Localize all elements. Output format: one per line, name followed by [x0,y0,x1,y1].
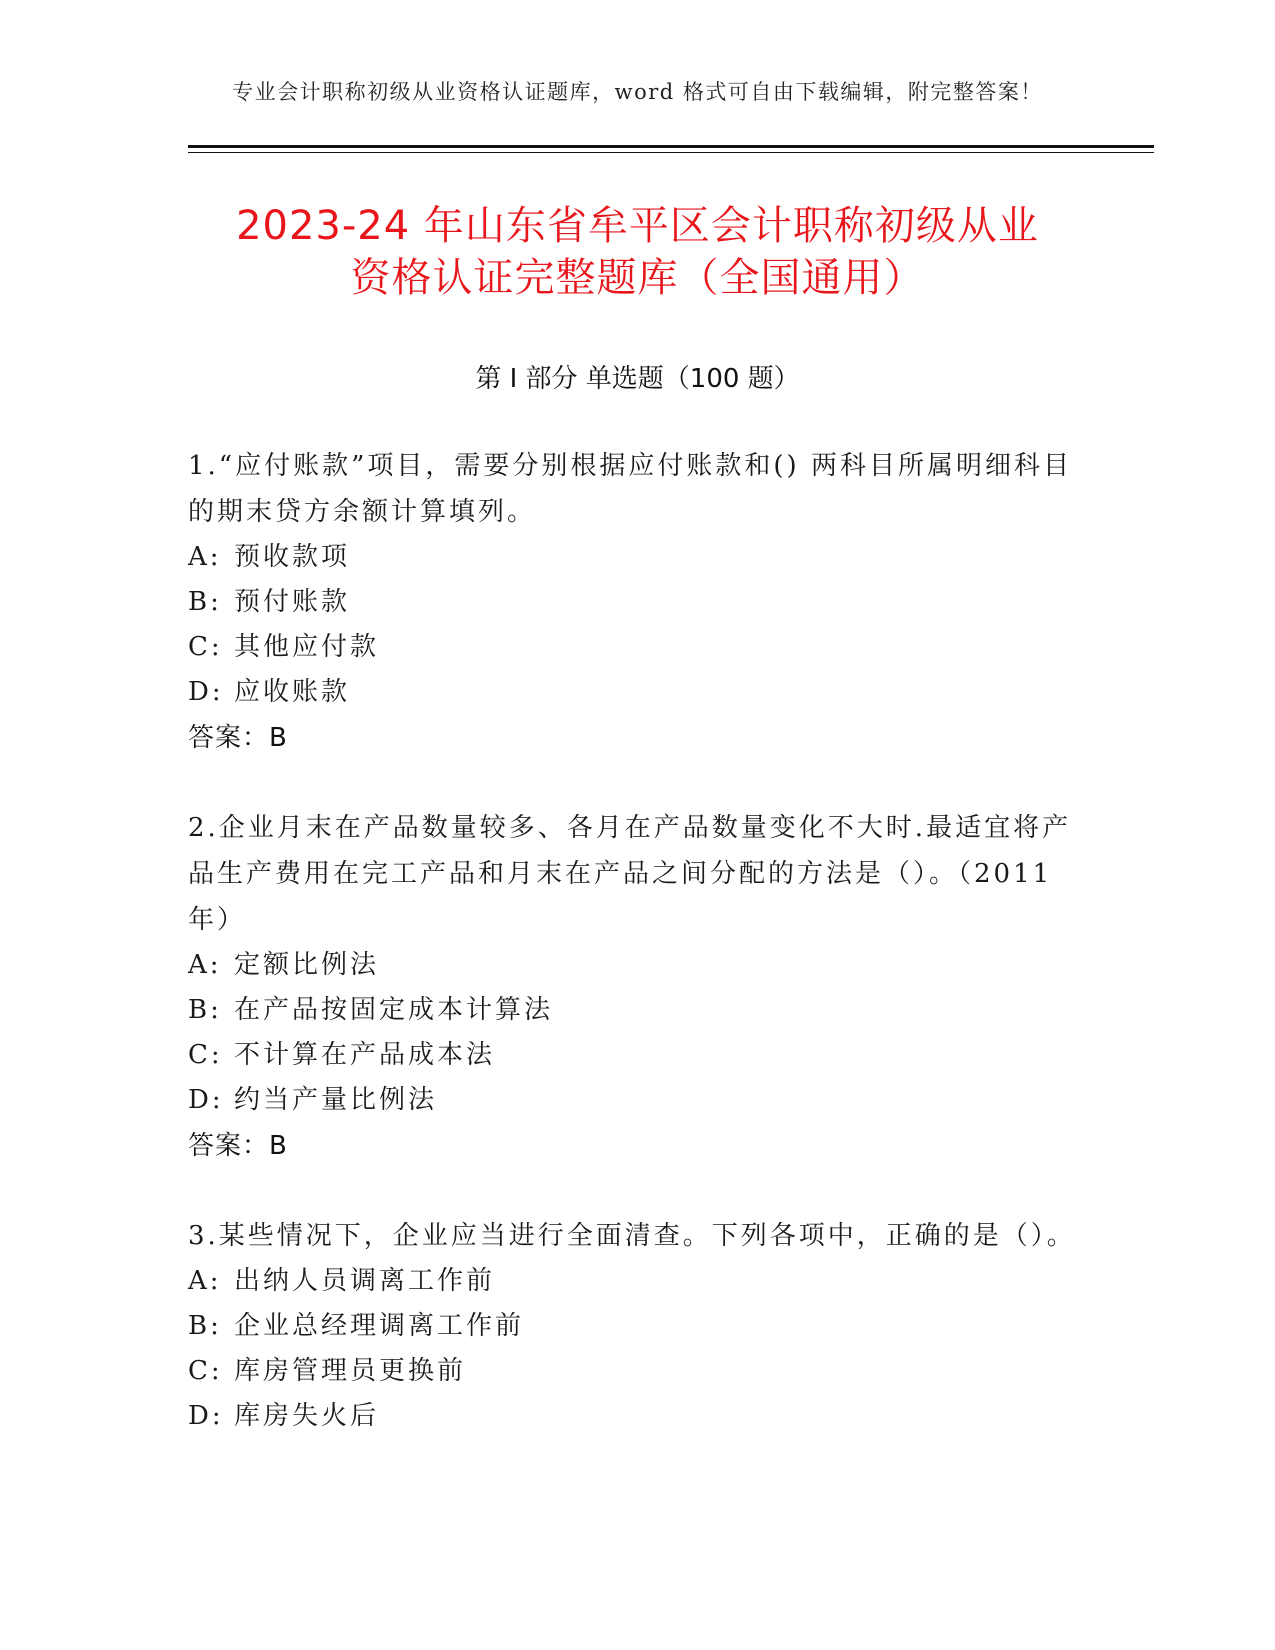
option-a [188,535,1078,580]
answer-value: B [269,723,288,753]
option-d [188,1394,1078,1439]
option-c [188,1033,1078,1078]
option-text: 预收款项 [234,542,351,572]
document-title [140,200,1135,304]
question-stem: 2.企业月末在产品数量较多、各月在产品数量变化不大时.最适宜将产品生产费用在完工产品和月末在产品之间分配的方法是（）。（2011年） [188,813,1072,935]
option-c [188,1349,1078,1394]
option-letter: C: [188,1356,223,1386]
option-text: 库房管理员更换前 [234,1356,467,1386]
option-a [188,943,1078,988]
answer-line [188,715,1078,761]
option-letter: D: [188,1085,224,1115]
option-b [188,1304,1078,1349]
option-letter: D: [188,677,224,707]
question-stem: 1.“应付账款”项目，需要分别根据应付账款和() 两科目所属明细科目的期末贷方余额计算填列。 [188,451,1072,527]
option-letter: D: [188,1401,224,1431]
option-letter: C: [188,632,223,662]
option-text: 在产品按固定成本计算法 [234,995,554,1025]
option-text: 出纳人员调离工作前 [234,1266,496,1296]
option-letter: B: [188,995,222,1025]
answer-value: B [269,1131,288,1161]
option-a [188,1259,1078,1304]
option-d [188,670,1078,715]
option-b [188,988,1078,1033]
question-3 [188,1213,1078,1439]
option-text: 库房失火后 [234,1401,380,1431]
question-1 [188,443,1078,761]
option-letter: A: [188,950,222,980]
option-text: 不计算在产品成本法 [234,1040,496,1070]
option-letter: B: [188,1311,222,1341]
option-text: 其他应付款 [234,632,380,662]
option-letter: B: [188,587,222,617]
option-text: 定额比例法 [234,950,380,980]
question-list [188,443,1078,1483]
answer-label: 答案： [188,723,270,753]
header-divider-thick [188,145,1154,148]
title-line-1: 2023-24 年山东省牟平区会计职称初级从业 [236,203,1039,249]
option-d [188,1078,1078,1123]
option-text: 预付账款 [234,587,351,617]
header-note: 专业会计职称初级从业资格认证题库，word 格式可自由下载编辑，附完整答案！ [232,80,1043,104]
title-line-2: 资格认证完整题库（全国通用） [350,255,925,301]
header-divider-thin [188,152,1154,153]
option-b [188,580,1078,625]
option-letter: C: [188,1040,223,1070]
option-text: 约当产量比例法 [234,1085,438,1115]
option-c [188,625,1078,670]
question-stem: 3.某些情况下，企业应当进行全面清查。下列各项中，正确的是（）。 [188,1221,1076,1251]
option-text: 应收账款 [234,677,351,707]
option-letter: A: [188,542,222,572]
question-2 [188,805,1078,1169]
answer-label: 答案： [188,1131,270,1161]
answer-line [188,1123,1078,1169]
section-heading: 第 I 部分 单选题（100 题） [475,364,800,394]
option-text: 企业总经理调离工作前 [234,1311,525,1341]
option-letter: A: [188,1266,222,1296]
